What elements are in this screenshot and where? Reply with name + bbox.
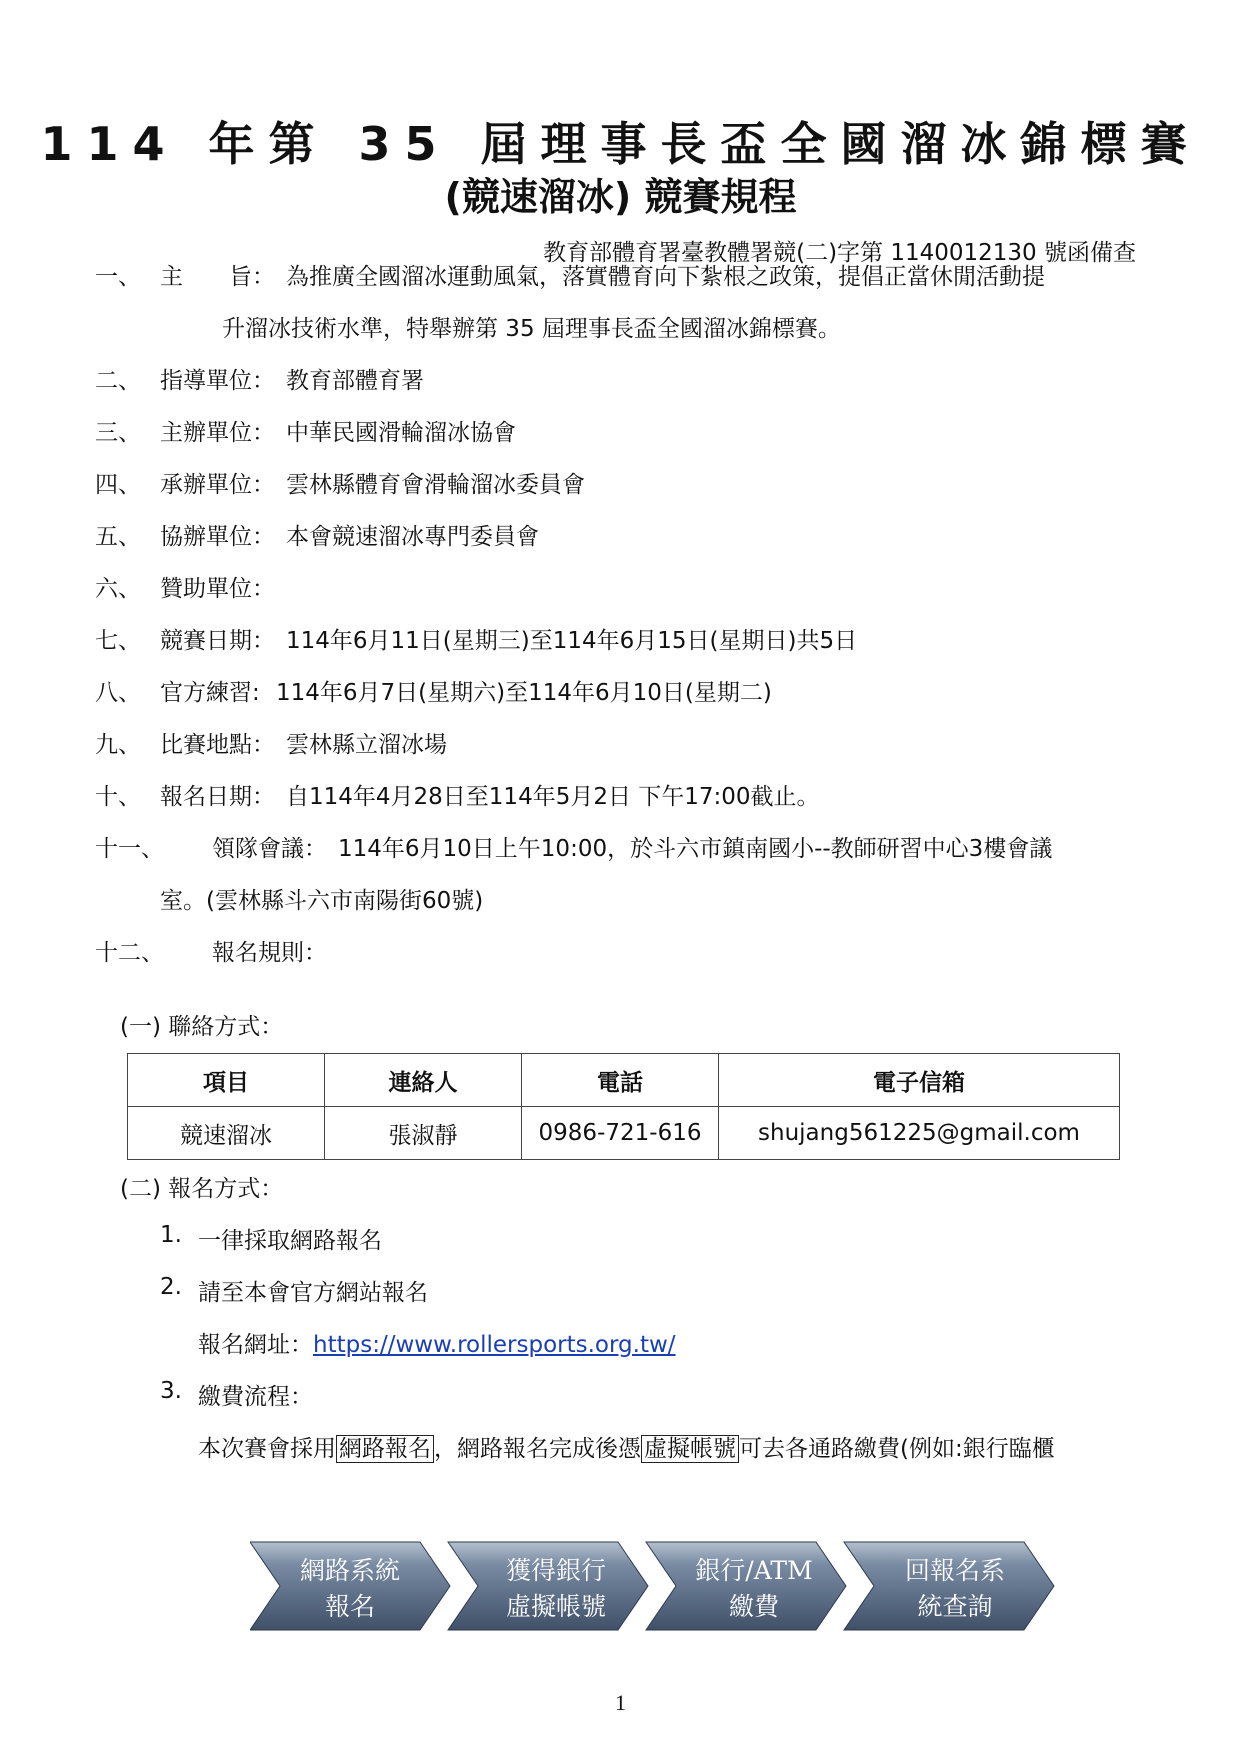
table-row xyxy=(128,1107,1120,1160)
email-cell[interactable]: shujang561225@gmail.com xyxy=(719,1107,1120,1160)
contact-heading: (一) 聯絡方式： xyxy=(120,1014,284,1040)
item-label: 贊助單位： xyxy=(160,576,275,602)
item-text: 114年6月11日(星期三)至114年6月15日(星期日)共5日 xyxy=(286,628,858,654)
url-label: 報名網址： xyxy=(198,1332,313,1358)
step-text: 一律採取網路報名 xyxy=(198,1228,382,1254)
table-header: 連絡人 xyxy=(325,1054,522,1107)
table-header: 項目 xyxy=(128,1054,325,1107)
payment-flow-diagram xyxy=(250,1538,1080,1634)
flow-step-label: 報名 xyxy=(324,1592,376,1621)
registration-heading: (二) 報名方式： xyxy=(120,1176,284,1202)
payment-description xyxy=(198,1430,1055,1463)
document-reference: 教育部體育署臺教體署競(二)字第 1140012130 號函備查 xyxy=(543,240,1136,266)
contact-table xyxy=(127,1053,1120,1160)
flow-step-2 xyxy=(448,1542,648,1630)
item-label: 領隊會議： xyxy=(212,836,327,862)
page-number: 1 xyxy=(615,1690,626,1715)
desc-text: 本次賽會採用 xyxy=(198,1436,336,1462)
desc-text: ，網路報名完成後憑 xyxy=(434,1436,641,1462)
step-number: 2. xyxy=(160,1274,182,1300)
flow-step-label: 統查詢 xyxy=(917,1592,993,1621)
table-header: 電話 xyxy=(522,1054,719,1107)
item-text: 教育部體育署 xyxy=(286,368,424,394)
step-number: 3. xyxy=(160,1378,182,1404)
flow-step-4 xyxy=(844,1542,1054,1630)
step-text: 請至本會官方網站報名 xyxy=(198,1280,428,1306)
table-cell: 張淑靜 xyxy=(325,1107,522,1160)
item-text-continued: 室。(雲林縣斗六市南陽街60號) xyxy=(160,888,484,914)
flow-step-label: 網路系統 xyxy=(299,1556,401,1585)
item-number: 十、 xyxy=(95,784,141,810)
item-label: 指導單位： xyxy=(160,368,275,394)
step-text: 繳費流程： xyxy=(198,1384,313,1410)
item-label: 比賽地點： xyxy=(160,732,275,758)
item-label: 主 旨： xyxy=(160,264,275,290)
step-number: 1. xyxy=(160,1222,182,1248)
boxed-term: 網路報名 xyxy=(336,1435,434,1463)
flow-step-3 xyxy=(646,1542,846,1630)
item-number: 三、 xyxy=(95,420,141,446)
table-header-row xyxy=(128,1054,1120,1107)
flow-step-label: 回報名系 xyxy=(904,1556,1006,1585)
item-text: 114年6月7日(星期六)至114年6月10日(星期二) xyxy=(276,680,772,706)
item-label: 報名日期： xyxy=(160,784,275,810)
item-text: 中華民國滑輪溜冰協會 xyxy=(286,420,516,446)
table-header: 電子信箱 xyxy=(719,1054,1120,1107)
table-cell: 競速溜冰 xyxy=(128,1107,325,1160)
flow-step-label: 繳費 xyxy=(728,1592,780,1621)
item-text: 本會競速溜冰專門委員會 xyxy=(286,524,539,550)
item-number: 七、 xyxy=(95,628,141,654)
item-number: 二、 xyxy=(95,368,141,394)
item-number: 四、 xyxy=(95,472,141,498)
item-label: 官方練習: xyxy=(160,680,260,706)
item-text: 自114年4月28日至114年5月2日 下午17:00截止。 xyxy=(286,784,820,810)
item-text: 114年6月10日上午10:00，於斗六市鎮南國小--教師研習中心3樓會議 xyxy=(338,836,1053,862)
item-label: 報名規則： xyxy=(212,940,327,966)
registration-link[interactable]: https://www.rollersports.org.tw/ xyxy=(313,1332,676,1358)
item-text-continued: 升溜冰技術水準，特舉辦第 35 屆理事長盃全國溜冰錦標賽。 xyxy=(222,316,841,342)
item-label: 協辦單位： xyxy=(160,524,275,550)
flow-step-label: 獲得銀行 xyxy=(505,1556,607,1585)
item-text: 為推廣全國溜冰運動風氣，落實體育向下紮根之政策，提倡正當休閒活動提 xyxy=(286,264,1045,290)
item-text: 雲林縣立溜冰場 xyxy=(286,732,447,758)
item-number: 五、 xyxy=(95,524,141,550)
page-subtitle: (競速溜冰) 競賽規程 xyxy=(444,175,797,219)
item-number: 八、 xyxy=(95,680,141,706)
page-title: 114 年第 35 屆理事長盃全國溜冰錦標賽 xyxy=(40,117,1201,171)
flow-step-label: 虛擬帳號 xyxy=(505,1592,607,1621)
item-label: 主辦單位： xyxy=(160,420,275,446)
item-number: 一、 xyxy=(95,264,141,290)
item-label: 競賽日期： xyxy=(160,628,275,654)
item-text: 雲林縣體育會滑輪溜冰委員會 xyxy=(286,472,585,498)
flow-step-label: 銀行/ATM xyxy=(695,1556,813,1585)
item-number: 六、 xyxy=(95,576,141,602)
item-label: 承辦單位： xyxy=(160,472,275,498)
flow-step-1 xyxy=(250,1542,450,1630)
item-number: 十一、 xyxy=(95,836,164,862)
desc-text: 可去各通路繳費(例如:銀行臨櫃 xyxy=(739,1436,1055,1462)
boxed-term: 虛擬帳號 xyxy=(641,1435,739,1463)
table-cell: 0986-721-616 xyxy=(522,1107,719,1160)
item-number: 九、 xyxy=(95,732,141,758)
item-number: 十二、 xyxy=(95,940,164,966)
registration-url-row xyxy=(198,1326,676,1359)
